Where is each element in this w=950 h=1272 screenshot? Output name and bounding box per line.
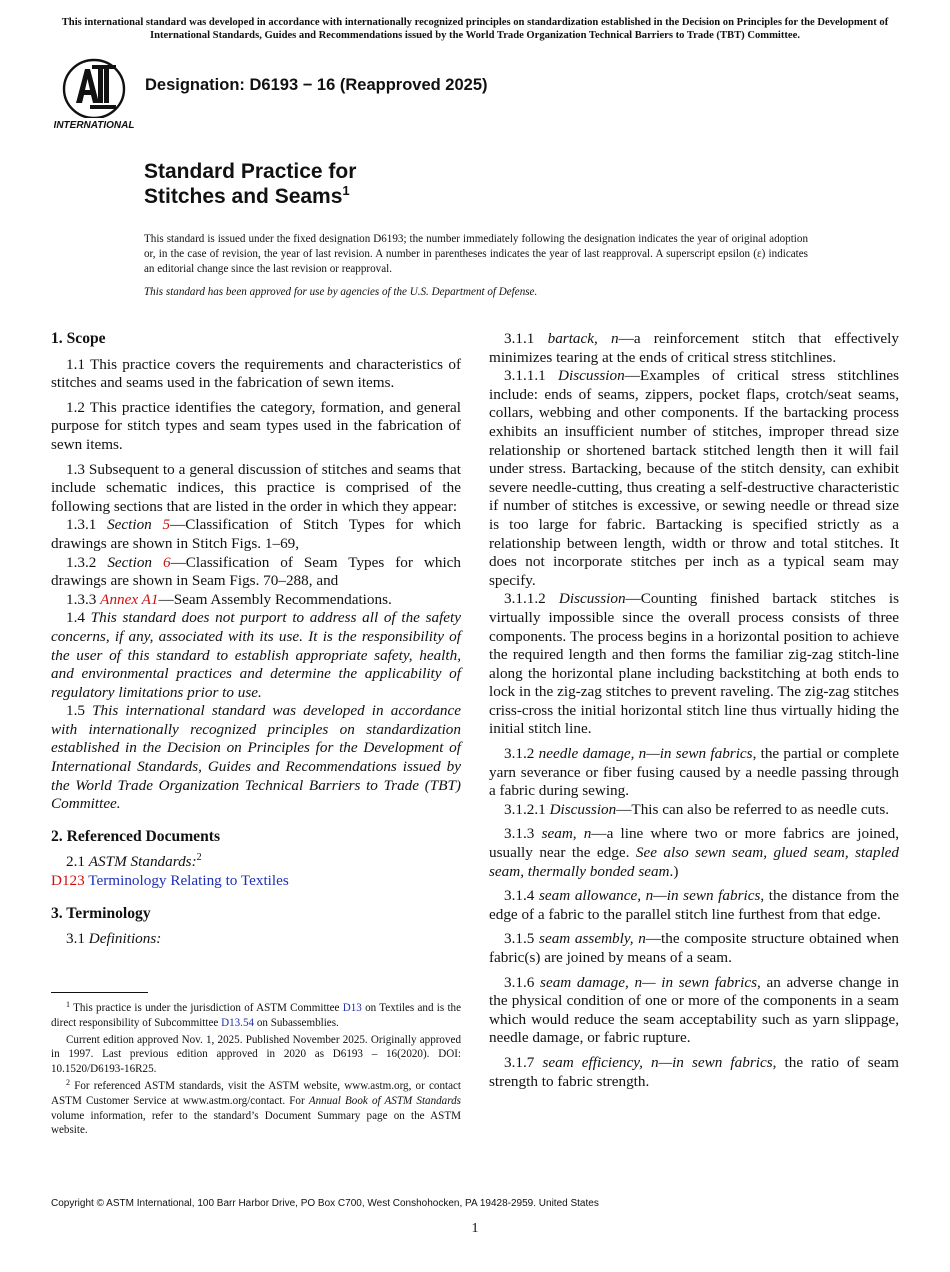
para-3-1-6: 3.1.6 seam damage, n— in sewn fabrics, an adverse change in the physical condition of one or more of the components in a seam which would reduce the seam acceptability such as yarn slippage, needle damage, or fabric rupture.	[489, 973, 899, 1047]
para-3-1-2-1: 3.1.2.1 Discussion—This can also be referred to as needle cuts.	[504, 800, 890, 818]
issuance-statement: This standard is issued under the fixed designation D6193; the number immediately following the designation indicates the year of original adoption or, in the case of revision, the year of last revision. A number in parentheses indicates the year of last reapproval. A superscript epsilon (ε) indicates an editorial change since the last revision or reapproval.	[144, 233, 808, 275]
para-3-1-2: 3.1.2 needle damage, n—in sewn fabrics, the partial or complete yarn severance or fiber fusing caused by a needle passing through a fabric during sewing.	[489, 745, 899, 800]
scope-heading: 1. Scope	[51, 330, 106, 347]
reference-d123	[51, 872, 461, 891]
standards-notice: This international standard was developed in accordance with internationally recognized principles on standardization established in the Decision on Principles for the Development of International Standards, Guides and Recommendations issued by the World Trade Organization Technical Barriers to Trade (TBT) Committee.	[61, 17, 889, 41]
footnote-divider	[51, 992, 148, 993]
para-1-2: 1.2 This practice identifies the category, formation, and general purpose for stitch types and seam types used in the fabrication of sewn items.	[51, 398, 461, 453]
section-6-link[interactable]: 6	[162, 553, 171, 571]
terminology-heading: 3. Terminology	[51, 904, 151, 922]
page-number: 1	[471, 1221, 479, 1236]
d123-title-link[interactable]: Terminology Relating to Textiles	[88, 872, 289, 890]
referenced-documents-heading: 2. Referenced Documents	[51, 827, 221, 845]
para-1-5: 1.5 This international standard was developed in accordance with internationally recognized principles on standardization established in the Decision on Principles for the Development of International Standards, Guides and Recommendations issued by the World Trade Organization Technical Barriers to Trade (TBT) Committee.	[51, 702, 462, 813]
footnote-1-edition: Current edition approved Nov. 1, 2025. Published November 2025. Originally approved in 1997. Last previous edition approved in 2020 as D6193 – 16(2020). DOI: 10.1520/D6193-16R25.	[51, 1033, 461, 1076]
footnote-2: $^2$ For referenced ASTM standards, visit the ASTM website, www.astm.org, or contact ASTM Customer Service at www.astm.org/contact. For Annual Book of ASTM Standards volume information, refer to the standard’s Document Summary page on the ASTM website.	[51, 1077, 461, 1137]
designation: Designation: D6193 − 16 (Reapproved 2025)	[145, 76, 488, 94]
dod-approval-statement: This standard has been approved for use by agencies of the U.S. Department of Defense.	[144, 286, 538, 298]
para-3-1-7: 3.1.7 seam efficiency, n—in sewn fabrics, the ratio of seam strength to fabric strength.	[489, 1053, 899, 1090]
para-3-1: 3.1 Definitions:	[66, 930, 162, 948]
title-footnote-mark: 1	[342, 183, 350, 198]
para-3-1-1: 3.1.1 bartack, n—a reinforcement stitch that effectively minimizes tearing at the ends of critical stress stitchlines.	[489, 330, 899, 366]
section-5-link[interactable]: 5	[162, 516, 171, 534]
para-1-3-3: 1.3.3 Annex A1—Seam Assembly Recommendations.	[66, 590, 392, 608]
annex-a1-link[interactable]: Annex A1	[100, 590, 159, 608]
title-text: Stitches and Seams	[144, 185, 343, 208]
d123-link[interactable]: D123	[51, 872, 85, 890]
para-3-1-5: 3.1.5 seam assembly, n—the composite structure obtained when fabric(s) are joined by means of a seam.	[489, 930, 899, 966]
para-2-1: 2.1 ASTM Standards:$^2$	[66, 852, 202, 871]
footnote-1: $^1$ This practice is under the jurisdiction of ASTM Committee D13 on Textiles and is the direct responsibility of Subcommittee D13.54 on Subassemblies.	[51, 1000, 461, 1029]
footnotes	[51, 1001, 461, 1140]
para-3-1-4: 3.1.4 seam allowance, n—in sewn fabrics, the distance from the edge of a fabric to the parallel stitch line furthest from that edge.	[489, 887, 900, 923]
committee-d13-link[interactable]: D13	[342, 1002, 362, 1014]
para-1-3-1: 1.3.1 Section 5—Classification of Stitch Types for which drawings are shown in Stitch Figs. 1–69,	[51, 516, 461, 552]
para-1-1: 1.1 This practice covers the requirements and characteristics of stitches and seams used in the fabrication of sewn items.	[51, 355, 461, 392]
right-column	[489, 330, 899, 1097]
para-3-1-3: 3.1.3 seam, n—a line where two or more fabrics are joined, usually near the edge. See also sewn seam, glued seam, stapled seam, thermally bonded seam.)	[489, 825, 900, 880]
para-3-1-1-2: 3.1.1.2 Discussion—Counting finished bartack stitches is virtually impossible since the overall process consists of three components. The process begins in a horizontal position to achieve the required length and then forms the familiar zig-zag stitch-line along the horizontal plane including backstitching at both ends to lock in the zig-zag stitches to prevent raveling. The zig-zag stitches criss-cross the initial horizontal stitch line thus virtually hiding the initial stitch line.	[489, 590, 899, 738]
para-1-3: 1.3 Subsequent to a general discussion of stitches and seams that include schematic indices, this practice is comprised of the following sections that are listed in the order in which they appear:	[51, 460, 461, 515]
title-line-2	[144, 184, 356, 209]
copyright-notice: Copyright © ASTM International, 100 Barr Harbor Drive, PO Box C700, West Conshohocken, PA 19428-2959. United States	[51, 1198, 599, 1209]
para-3-1-1-1: 3.1.1.1 Discussion—Examples of critical stress stitchlines include: ends of seams, zippers, pocket flaps, crotch/seat seams, collars, webbing and other components. If the bartacking process exhibits an insufficient number of stitches, improper thread size relationship or shortened bartack stitched length then it will fail under stress. Bartacking, because of the stitch density, can exhibit severe needle-cutting, thus creating a self-destructive characteristic if number of stitches is excessive, or sewing needle or thread size is too large for fabric. Bartacking is specified strictly as a relationship between length, width or throw and total stitches. It does not incorporate stitches per inch as a typical seam may specify.	[489, 367, 899, 589]
subcommittee-d13-54-link[interactable]: D13.54	[221, 1016, 255, 1029]
left-column	[51, 330, 461, 955]
title-line-1: Standard Practice for	[144, 160, 357, 183]
para-1-4: 1.4 This standard does not purport to address all of the safety concerns, if any, associated with its use. It is the responsibility of the user of this standard to establish appropriate safety, health, and environmental practices and determine the applicability of regulatory limitations prior to use.	[51, 609, 462, 701]
document-title	[144, 159, 356, 209]
astm-logo	[54, 55, 134, 131]
para-1-3-2: 1.3.2 Section 6—Classification of Seam Types for which drawings are shown in Seam Figs. 70–288, and	[51, 553, 462, 590]
svg-text:INTERNATIONAL: INTERNATIONAL	[54, 120, 134, 131]
